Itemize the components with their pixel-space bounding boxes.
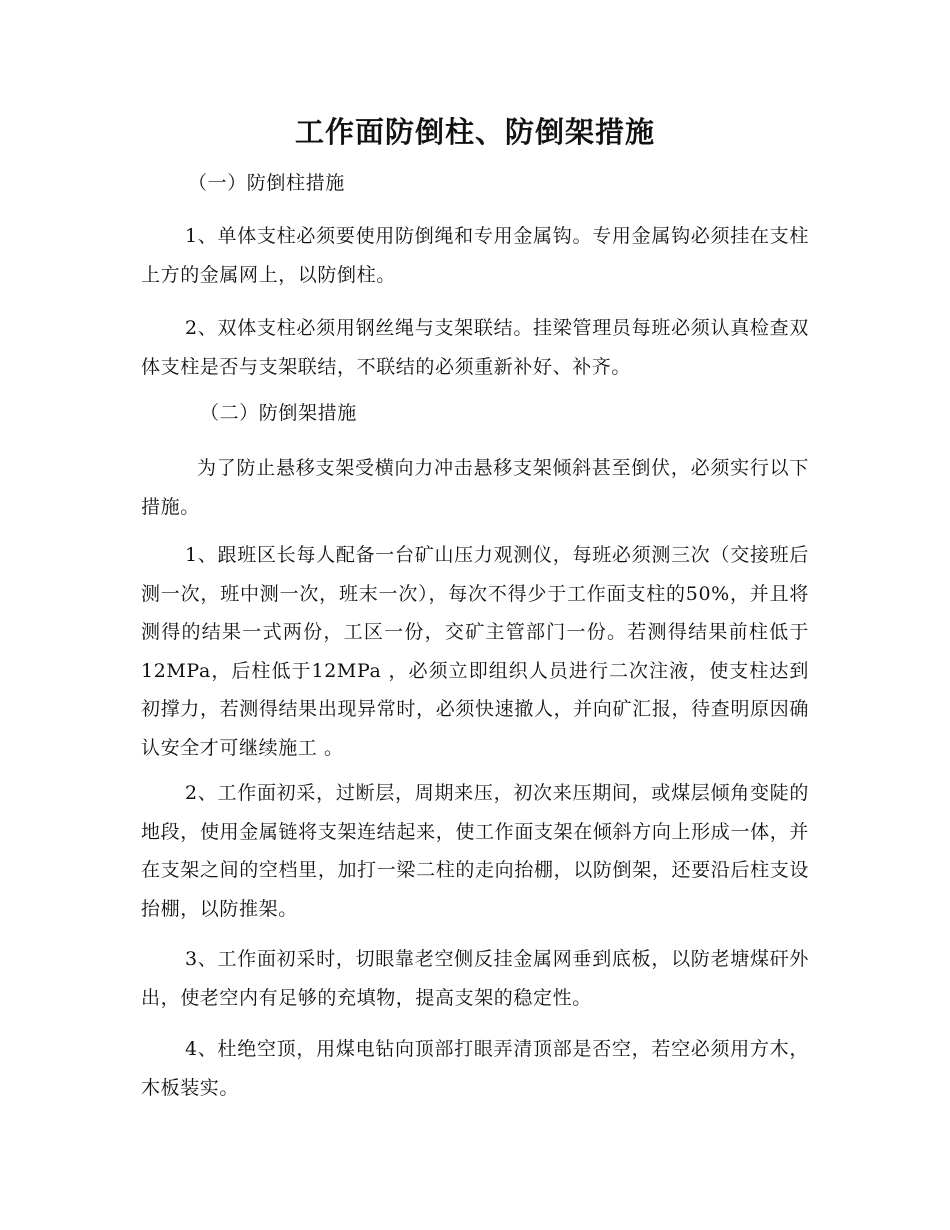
section-heading-anti-prop-fall: （一）防倒柱措施: [188, 172, 345, 194]
document-title: 工作面防倒柱、防倒架措施: [294, 115, 655, 149]
paragraph-item: 3、工作面初采时，切眼靠老空侧反挂金属网垂到底板，以防老塘煤矸外出，使老空内有足够的充填物，提高支架的稳定性。: [141, 948, 809, 1009]
paragraph-item: 1、单体支柱必须要使用防倒绳和专用金属钩。专用金属钩必须挂在支柱上方的金属网上，以防倒柱。: [141, 225, 809, 286]
paragraph-item: 1、跟班区长每人配备一台矿山压力观测仪，每班必须测三次（交接班后测一次，班中测一次，班末一次），每次不得少于工作面支柱的50%，并且将测得的结果一式两份，工区一份，交矿主管部门一份。若测得结果前柱低于12MPa，后柱低于12MPa ，必须立即组织人员进行二次注液，使支柱达到初撑力，若测得结果出现异常时，必须快速撤人，并向矿汇报，待查明原因确认安全才可继续施工 。: [141, 544, 809, 759]
paragraph-item: 2、工作面初采，过断层，周期来压，初次来压期间，或煤层倾角变陡的地段，使用金属链将支架连结起来，使工作面支架在倾斜方向上形成一体，并在支架之间的空档里，加打一梁二柱的走向抬棚，以防倒架，还要沿后柱支设抬棚，以防推架。: [141, 782, 809, 920]
paragraph-item: 4、杜绝空顶，用煤电钻向顶部打眼弄清顶部是否空，若空必须用方木，木板装实。: [141, 1038, 809, 1099]
paragraph-item: 2、双体支柱必须用钢丝绳与支架联结。挂梁管理员每班必须认真检查双体支柱是否与支架联结，不联结的必须重新补好、补齐。: [141, 317, 809, 378]
paragraph-intro: 为了防止悬移支架受横向力冲击悬移支架倾斜甚至倒伏，必须实行以下措施。: [141, 457, 809, 518]
section-heading-anti-support-fall: （二）防倒架措施: [200, 402, 357, 424]
